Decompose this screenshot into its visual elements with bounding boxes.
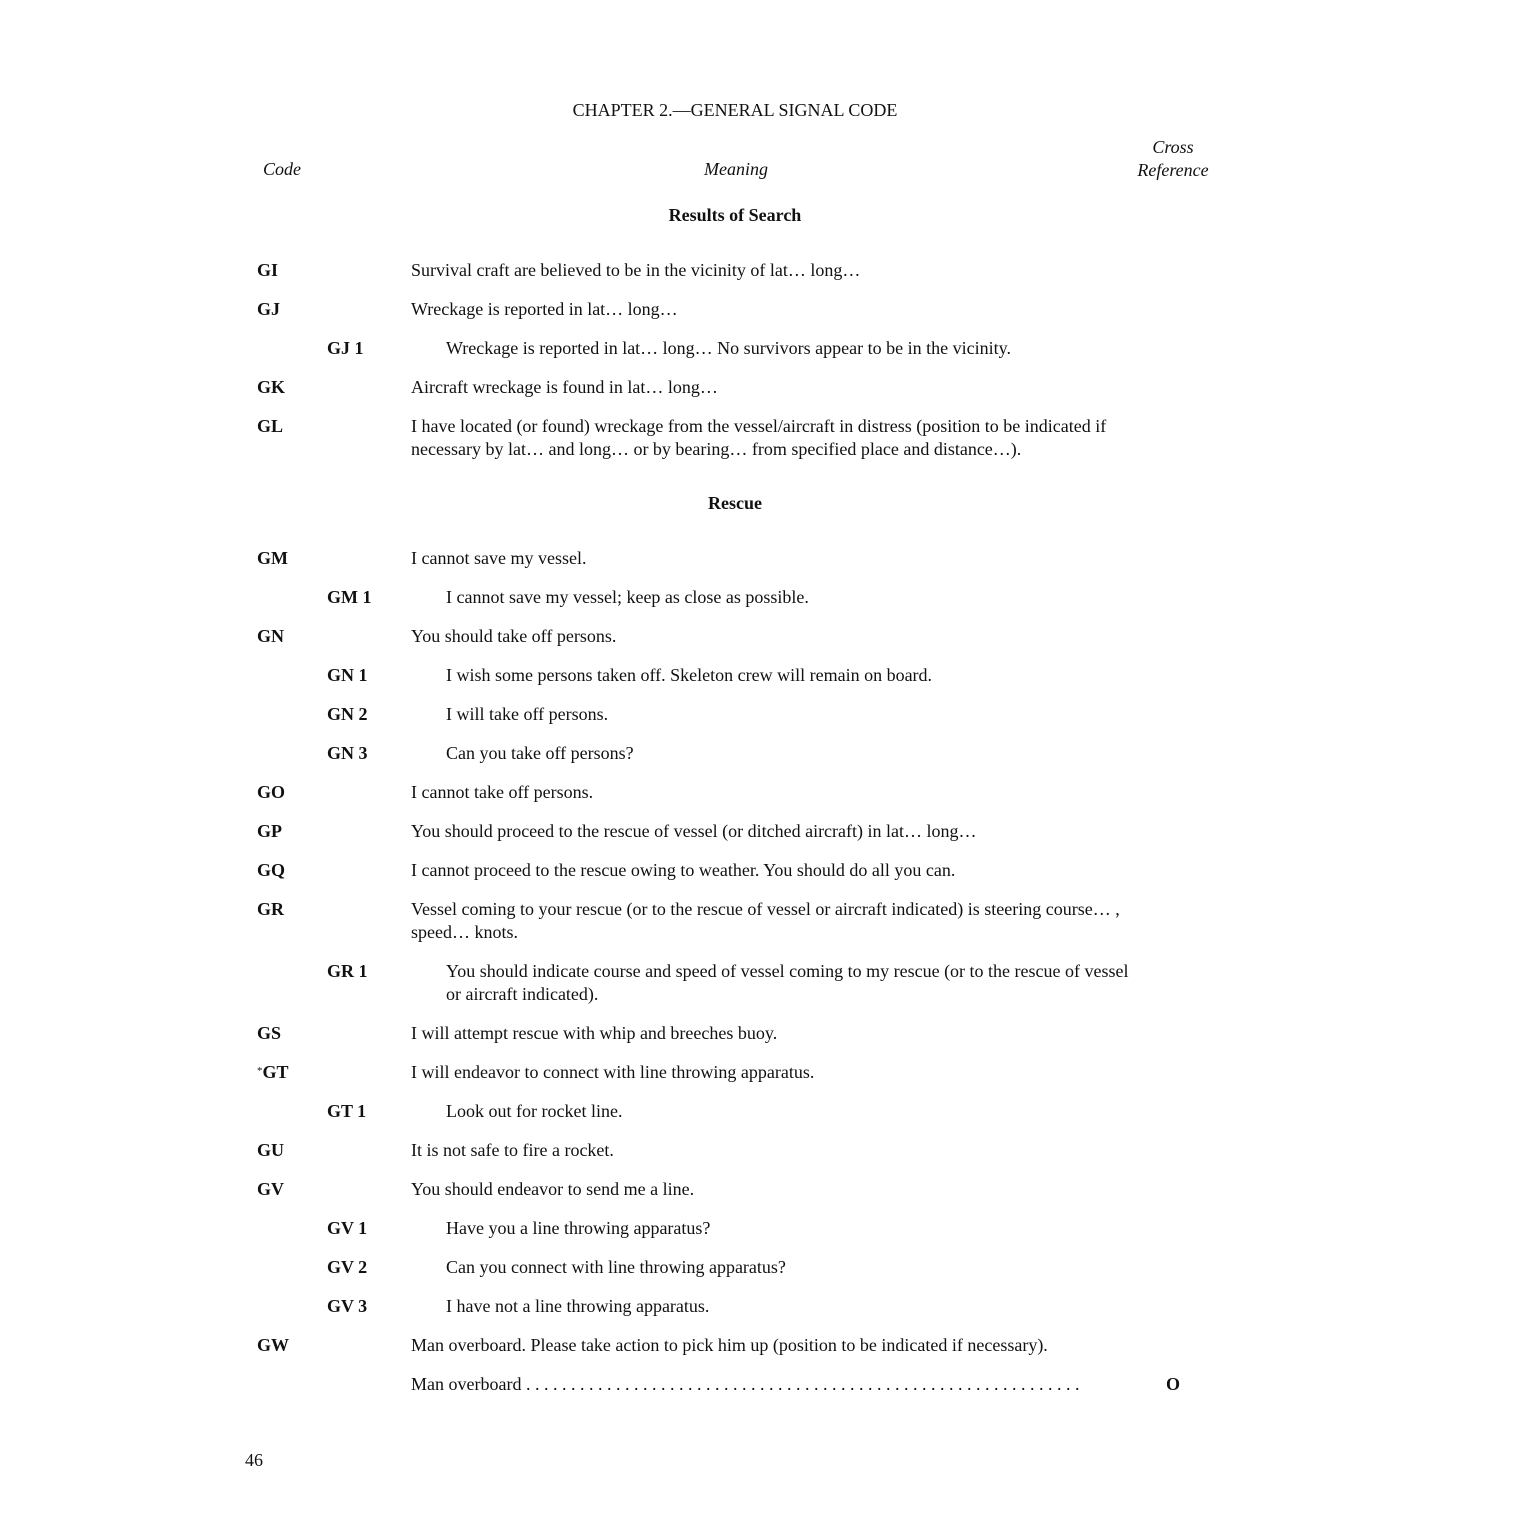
signal-code-text: GR 1: [327, 961, 368, 981]
signal-code: [327, 1100, 366, 1123]
signal-code-table: [0, 204, 1540, 1412]
signal-code-text: GJ 1: [327, 338, 364, 358]
signal-code-text: GW: [257, 1335, 290, 1355]
signal-meaning: It is not safe to fire a rocket.: [411, 1140, 614, 1160]
code-row: [0, 298, 1540, 321]
signal-meaning: Aircraft wreckage is found in lat… long…: [411, 377, 718, 397]
signal-code-text: GV 3: [327, 1296, 368, 1316]
signal-meaning: I wish some persons taken off. Skeleton crew will remain on board.: [446, 665, 933, 685]
code-row: [0, 337, 1540, 360]
signal-code-text: GQ: [257, 860, 286, 880]
signal-code: [327, 960, 368, 983]
signal-meaning: I cannot take off persons.: [411, 782, 594, 802]
signal-meaning: I will attempt rescue with whip and breeches buoy.: [411, 1023, 778, 1043]
signal-code: [257, 625, 284, 648]
code-row: [0, 781, 1540, 804]
code-row: [0, 1256, 1540, 1279]
signal-code: [257, 1139, 284, 1162]
signal-meaning: Have you a line throwing apparatus?: [446, 1218, 711, 1238]
signal-meaning: Wreckage is reported in lat… long… No survivors appear to be in the vicinity.: [446, 338, 1011, 358]
code-row: [0, 259, 1540, 282]
signal-meaning: Survival craft are believed to be in the vicinity of lat… long…: [411, 260, 861, 280]
signal-meaning: I have not a line throwing apparatus.: [446, 1296, 710, 1316]
code-row: [0, 859, 1540, 882]
signal-code-text: GV: [257, 1179, 284, 1199]
signal-code-text: GV 1: [327, 1218, 368, 1238]
code-row: [0, 898, 1540, 944]
chapter-title: CHAPTER 2.—GENERAL SIGNAL CODE: [572, 100, 898, 120]
code-row: [0, 1022, 1540, 1045]
signal-code: [257, 820, 282, 843]
code-row: [0, 547, 1540, 570]
code-row: [0, 1139, 1540, 1162]
code-row: [0, 586, 1540, 609]
signal-meaning: I cannot proceed to the rescue owing to weather. You should do all you can.: [411, 860, 956, 880]
signal-code-text: GN 1: [327, 665, 368, 685]
code-row: [0, 625, 1540, 648]
signal-code: [327, 586, 372, 609]
signal-code: [257, 547, 288, 570]
code-row: [0, 1295, 1540, 1318]
signal-code-text: GV 2: [327, 1257, 368, 1277]
signal-code: [257, 898, 284, 921]
signal-code: [257, 1334, 289, 1357]
code-row: [0, 820, 1540, 843]
signal-meaning: Can you connect with line throwing apparatus?: [446, 1257, 786, 1277]
signal-code-text: GN 2: [327, 704, 368, 724]
code-row: [0, 1100, 1540, 1123]
signal-code: [327, 1256, 367, 1279]
signal-meaning: Vessel coming to your rescue (or to the rescue of vessel or aircraft indicated) is steering course… , speed… knots.: [411, 899, 1120, 942]
section-heading: Rescue: [708, 493, 762, 513]
signal-code-text: GT 1: [327, 1101, 367, 1121]
code-row: [0, 415, 1540, 461]
signal-code-text: GN: [257, 626, 284, 646]
column-header-meaning: Meaning: [704, 159, 768, 179]
signal-code: [327, 337, 364, 360]
signal-code: [257, 415, 283, 438]
signal-code-text: GL: [257, 416, 284, 436]
signal-code-text: GJ: [257, 299, 281, 319]
code-row: [0, 1061, 1540, 1084]
code-row: [0, 1373, 1540, 1396]
cross-header-line2: Reference: [1137, 160, 1209, 180]
signal-code: [257, 1022, 281, 1045]
signal-code: [327, 1295, 367, 1318]
code-row: [0, 1334, 1540, 1357]
signal-meaning: I cannot save my vessel; keep as close as possible.: [446, 587, 809, 607]
section-heading: Results of Search: [668, 205, 802, 225]
code-row: [0, 1217, 1540, 1240]
signal-code-text: GK: [257, 377, 286, 397]
code-row: [0, 1178, 1540, 1201]
signal-meaning: I will take off persons.: [446, 704, 609, 724]
signal-meaning: I will endeavor to connect with line throwing apparatus.: [411, 1062, 815, 1082]
signal-meaning: Man overboard . . . . . . . . . . . . . . . . . . . . . . . . . . . . . . . . . . . . . . . . . . . . . . . . . . . . . . . . . . . . . .: [411, 1374, 1080, 1394]
signal-meaning: You should indicate course and speed of vessel coming to my rescue (or to the rescue of vessel or aircraft indicated).: [446, 961, 1129, 1004]
signal-code: [327, 703, 368, 726]
signal-code: [257, 259, 278, 282]
signal-code: [257, 859, 285, 882]
signal-code-text: GP: [257, 821, 282, 841]
signal-code: [257, 298, 280, 321]
signal-code-text: GM 1: [327, 587, 372, 607]
code-row: [0, 664, 1540, 687]
signal-meaning: I have located (or found) wreckage from the vessel/aircraft in distress (position to be indicated if necessary by lat… and long… or by bearing… from specified place and distance…).: [411, 416, 1107, 459]
column-header-cross-reference: [1120, 136, 1226, 182]
signal-meaning: I cannot save my vessel.: [411, 548, 587, 568]
asterisk-note: *: [257, 1065, 263, 1077]
signal-meaning: Look out for rocket line.: [446, 1101, 623, 1121]
code-row: [0, 742, 1540, 765]
signal-meaning: Man overboard. Please take action to pick him up (position to be indicated if necessary).: [411, 1335, 1048, 1355]
signal-code: [327, 664, 368, 687]
code-row: [0, 376, 1540, 399]
signal-code: [257, 376, 285, 399]
signal-meaning: You should proceed to the rescue of vessel (or ditched aircraft) in lat… long…: [411, 821, 977, 841]
signal-code-text: GN 3: [327, 743, 368, 763]
signal-code-text: GM: [257, 548, 288, 568]
signal-code: [257, 1178, 284, 1201]
signal-meaning: You should take off persons.: [411, 626, 617, 646]
signal-code: [327, 742, 368, 765]
signal-code: [327, 1217, 367, 1240]
signal-code-text: GI: [257, 260, 279, 280]
signal-code-text: GU: [257, 1140, 284, 1160]
cross-header-line1: Cross: [1152, 137, 1194, 157]
signal-code-text: GT: [262, 1062, 289, 1082]
cross-reference: O: [1166, 1374, 1181, 1394]
column-header-code: Code: [263, 159, 301, 179]
signal-code-text: GS: [257, 1023, 282, 1043]
code-row: [0, 960, 1540, 1006]
signal-code: [257, 1061, 289, 1084]
signal-code: [257, 781, 285, 804]
signal-meaning: Can you take off persons?: [446, 743, 634, 763]
signal-code-text: GO: [257, 782, 286, 802]
signal-meaning: Wreckage is reported in lat… long…: [411, 299, 678, 319]
page-number: 46: [245, 1450, 263, 1470]
signal-meaning: You should endeavor to send me a line.: [411, 1179, 695, 1199]
signal-code-text: GR: [257, 899, 284, 919]
code-row: [0, 703, 1540, 726]
